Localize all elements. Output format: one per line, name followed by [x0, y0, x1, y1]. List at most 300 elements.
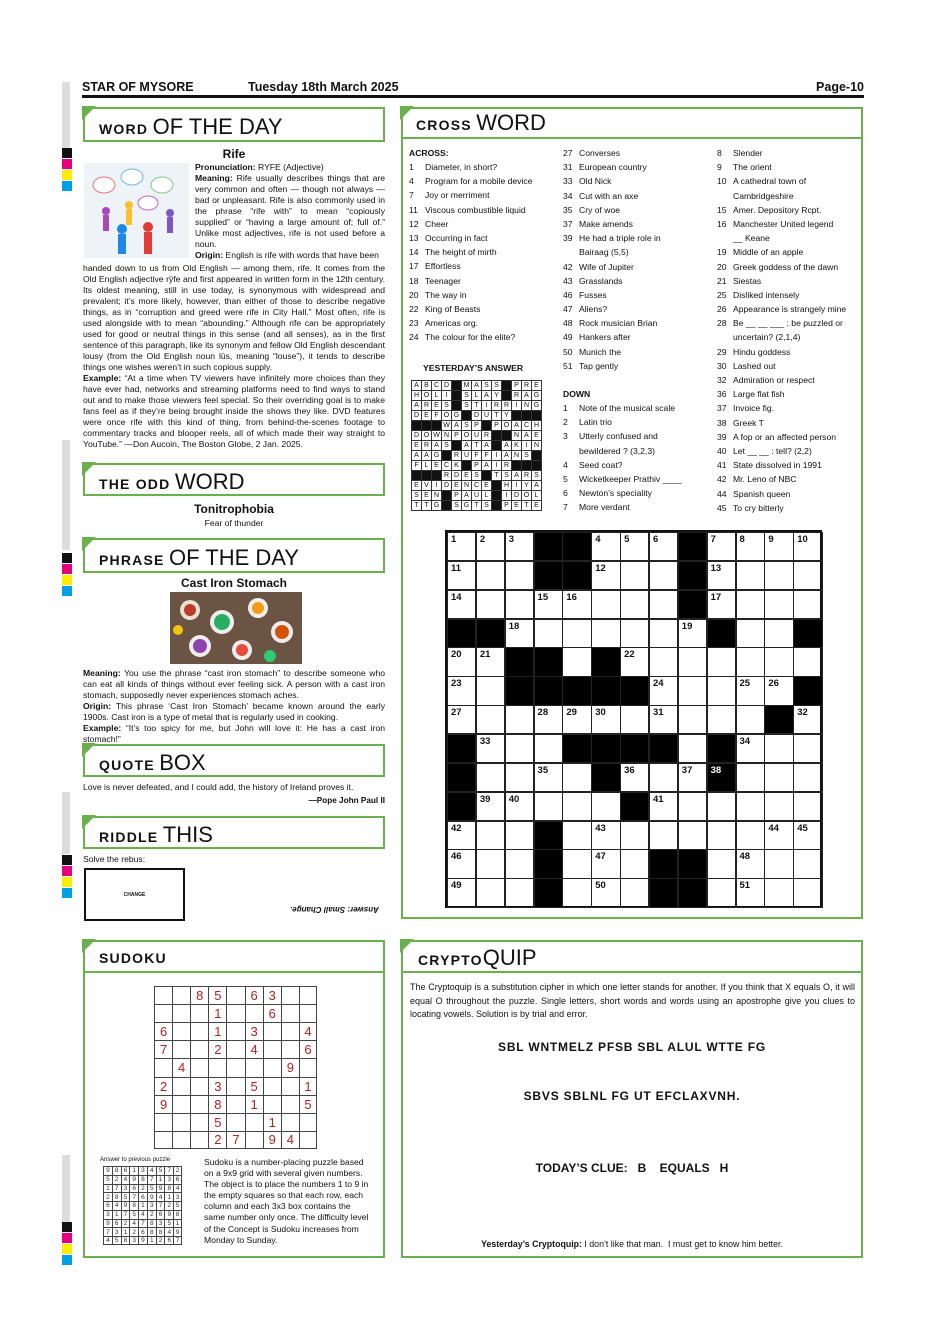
sudoku-cell[interactable]	[281, 1022, 299, 1040]
cryptoquip-title	[418, 945, 537, 971]
answer-cell: P	[512, 381, 522, 391]
crossword-cell[interactable]	[562, 647, 591, 676]
answer-cell: M	[462, 381, 472, 391]
down-clue	[563, 401, 682, 415]
crossword-cell[interactable]	[764, 734, 793, 763]
crossword-cell[interactable]	[678, 792, 707, 821]
answer-cell: N	[532, 441, 542, 451]
crossword-cell[interactable]	[447, 821, 476, 850]
previous-answer-cell: 4	[129, 1219, 138, 1228]
crossword-cell[interactable]	[620, 590, 649, 619]
crossword-cell[interactable]	[736, 676, 765, 705]
answer-cell: Y	[522, 481, 532, 491]
sudoku-cell[interactable]	[172, 1004, 190, 1022]
clue-number: 4	[563, 459, 568, 470]
sudoku-cell[interactable]	[281, 1095, 299, 1113]
clue-number: 7	[563, 502, 568, 513]
crossword-cell[interactable]	[793, 561, 822, 590]
example: “At a time when TV viewers have infinitely more choices than they have ever had, networks and streaming platforms need to find ways to stand out and to make those viewers feel special. So their overriding goal is to make fans feel as if they’re being brought inside the shows they like. DVD features were once rife with this kind of thing, from behind-the-scenes footage to commentary tracks and blooper reels, all of which made their way straight to YouTube.” —Don Aucoin, The Boston Globe, 2 Jan. 2025.	[83, 373, 385, 449]
crossword-cell[interactable]	[447, 849, 476, 878]
crossword-cell[interactable]	[620, 878, 649, 907]
crossword-cell[interactable]	[591, 792, 620, 821]
cell-number: 11	[451, 562, 462, 574]
crossword-cell[interactable]	[764, 532, 793, 561]
crossword-cell[interactable]	[591, 590, 620, 619]
crossword-cell[interactable]	[678, 647, 707, 676]
crossword-cell[interactable]	[447, 705, 476, 734]
crossword-cell[interactable]	[591, 821, 620, 850]
crossword-cell[interactable]	[793, 821, 822, 850]
clue-text: Bairaag (5,5)	[579, 247, 629, 258]
crossword-cell[interactable]	[707, 849, 736, 878]
answer-cell	[422, 471, 432, 481]
crossword-cell[interactable]	[707, 821, 736, 850]
crossword-cell[interactable]	[447, 532, 476, 561]
sudoku-cell[interactable]: 7	[226, 1131, 244, 1149]
crossword-cell[interactable]	[649, 532, 678, 561]
answer-cell	[512, 411, 522, 421]
answer-cell: A	[482, 441, 492, 451]
crossword-cell[interactable]	[736, 792, 765, 821]
sudoku-cell[interactable]	[263, 1095, 281, 1113]
cell-number: 26	[768, 678, 779, 690]
registration-swatch	[62, 877, 72, 887]
crossword-cell[interactable]	[736, 561, 765, 590]
crossword-cell[interactable]	[736, 532, 765, 561]
crossword-cell[interactable]	[505, 821, 534, 850]
clue-text: Grasslands	[579, 275, 623, 286]
answer-cell: R	[512, 391, 522, 401]
sudoku-cell[interactable]: 6	[245, 986, 263, 1004]
cell-number: 45	[797, 822, 808, 834]
cell-number: 28	[537, 707, 549, 719]
sudoku-cell[interactable]	[154, 986, 172, 1004]
sudoku-cell[interactable]: 1	[263, 1113, 281, 1131]
across-clue	[563, 359, 661, 373]
sudoku-cell[interactable]: 4	[245, 1040, 263, 1058]
sudoku-cell[interactable]	[226, 1113, 244, 1131]
sudoku-cell[interactable]: 7	[154, 1040, 172, 1058]
crossword-cell[interactable]	[707, 705, 736, 734]
crossword-cell[interactable]	[707, 792, 736, 821]
sudoku-cell[interactable]	[226, 1040, 244, 1058]
crossword-cell[interactable]	[736, 619, 765, 648]
sudoku-cell[interactable]: 9	[281, 1058, 299, 1076]
crossword-cell[interactable]	[534, 619, 563, 648]
crossword-cell[interactable]	[736, 705, 765, 734]
crossword-cell[interactable]	[505, 792, 534, 821]
crossword-cell[interactable]	[678, 821, 707, 850]
crossword-cell[interactable]	[476, 734, 505, 763]
across-clue	[409, 217, 532, 231]
crossword-cell[interactable]	[678, 763, 707, 792]
across-clue	[409, 259, 532, 273]
clue-number: 14	[409, 247, 419, 258]
sudoku-cell[interactable]	[190, 1004, 208, 1022]
clue-number: 6	[563, 488, 568, 499]
crossword-cell[interactable]	[505, 849, 534, 878]
sudoku-cell[interactable]	[226, 1058, 244, 1076]
crossword-cell[interactable]	[447, 590, 476, 619]
sudoku-cell[interactable]	[281, 1004, 299, 1022]
sudoku-cell[interactable]: 2	[154, 1077, 172, 1095]
across-clue	[563, 288, 661, 302]
answer-cell: N	[512, 431, 522, 441]
crossword-cell[interactable]	[476, 792, 505, 821]
sudoku-cell[interactable]	[226, 986, 244, 1004]
corner-tab	[82, 106, 96, 120]
crossword-cell[interactable]	[534, 734, 563, 763]
crossword-cell[interactable]	[591, 619, 620, 648]
answer-cell: A	[502, 451, 512, 461]
crossword-cell[interactable]	[649, 763, 678, 792]
sudoku-cell[interactable]	[263, 1058, 281, 1076]
sudoku-cell[interactable]: 9	[154, 1095, 172, 1113]
crossword-cell[interactable]	[707, 532, 736, 561]
crossword-cell[interactable]	[793, 590, 822, 619]
sudoku-cell[interactable]: 3	[263, 986, 281, 1004]
sudoku-cell[interactable]: 5	[208, 1113, 226, 1131]
crossword-cell[interactable]	[764, 647, 793, 676]
previous-answer-cell: 4	[173, 1184, 182, 1193]
sudoku-cell[interactable]: 8	[190, 986, 208, 1004]
crossword-cell[interactable]	[649, 705, 678, 734]
crossword-cell[interactable]	[562, 849, 591, 878]
crossword-cell[interactable]	[620, 619, 649, 648]
crossword-cell[interactable]	[736, 647, 765, 676]
sudoku-cell[interactable]	[172, 986, 190, 1004]
crossword-cell[interactable]	[562, 878, 591, 907]
crossword-cell[interactable]	[764, 619, 793, 648]
sudoku-cell[interactable]	[172, 1131, 190, 1149]
crossword-cell[interactable]	[678, 705, 707, 734]
crossword-cell[interactable]	[505, 561, 534, 590]
crossword-cell[interactable]	[649, 821, 678, 850]
sudoku-cell[interactable]	[172, 1022, 190, 1040]
answer-cell: I	[492, 461, 502, 471]
across-clue	[409, 188, 532, 202]
crossword-cell[interactable]	[447, 878, 476, 907]
crossword-cell[interactable]	[476, 849, 505, 878]
answer-cell: R	[522, 381, 532, 391]
answer-cell: A	[412, 401, 422, 411]
crossword-cell[interactable]	[793, 705, 822, 734]
sudoku-cell[interactable]	[226, 1077, 244, 1095]
previous-answer-cell: 5	[103, 1175, 112, 1184]
sudoku-cell[interactable]	[190, 1095, 208, 1113]
across-clue	[409, 160, 532, 174]
crossword-cell[interactable]	[505, 878, 534, 907]
crossword-cell[interactable]	[562, 705, 591, 734]
clue-number: 44	[717, 488, 727, 499]
answer-cell: E	[462, 471, 472, 481]
crossword-cell[interactable]	[793, 792, 822, 821]
sudoku-cell[interactable]	[299, 1058, 317, 1076]
crossword-cell[interactable]	[476, 647, 505, 676]
previous-answer-cell: 2	[112, 1175, 121, 1184]
answer-cell	[492, 441, 502, 451]
cell-number: 25	[739, 678, 751, 690]
crossword-cell[interactable]	[534, 792, 563, 821]
crossword-cell[interactable]	[476, 705, 505, 734]
sudoku-cell[interactable]: 5	[245, 1077, 263, 1095]
black-square	[534, 532, 563, 561]
crossword-cell[interactable]	[505, 619, 534, 648]
label: Pronunciation:	[195, 162, 256, 172]
clue-number: 24	[409, 332, 419, 343]
crossword-cell[interactable]	[505, 734, 534, 763]
crossword-cell[interactable]	[764, 821, 793, 850]
crossword-cell[interactable]	[620, 849, 649, 878]
previous-answer-cell: 9	[121, 1201, 130, 1210]
crossword-cell[interactable]	[591, 705, 620, 734]
crossword-cell[interactable]	[707, 878, 736, 907]
crossword-cell[interactable]	[707, 590, 736, 619]
answer-cell	[512, 461, 522, 471]
crossword-cell[interactable]	[447, 647, 476, 676]
sudoku-cell[interactable]	[281, 1113, 299, 1131]
crossword-cell[interactable]	[649, 792, 678, 821]
crossword-cell[interactable]	[678, 676, 707, 705]
sudoku-cell[interactable]	[172, 1077, 190, 1095]
sudoku-cell[interactable]: 9	[263, 1131, 281, 1149]
crossword-cell[interactable]	[476, 878, 505, 907]
sudoku-cell[interactable]	[208, 1058, 226, 1076]
sudoku-cell[interactable]: 1	[208, 1004, 226, 1022]
down-clue	[717, 373, 846, 387]
registration-swatch	[62, 866, 72, 876]
crossword-cell[interactable]	[534, 590, 563, 619]
crossword-cell[interactable]	[736, 734, 765, 763]
crossword-cell[interactable]	[707, 561, 736, 590]
crossword-cell[interactable]	[620, 532, 649, 561]
black-square	[678, 561, 707, 590]
corner-tab	[82, 815, 96, 829]
clue-number: 49	[563, 332, 573, 343]
sudoku-cell[interactable]: 5	[208, 986, 226, 1004]
sudoku-cell[interactable]: 3	[245, 1022, 263, 1040]
crossword-cell[interactable]	[678, 734, 707, 763]
sudoku-cell[interactable]	[226, 1022, 244, 1040]
crossword-cell[interactable]	[505, 532, 534, 561]
clue-number: 21	[717, 275, 727, 286]
sudoku-cell[interactable]: 6	[263, 1004, 281, 1022]
answer-cell: A	[532, 481, 542, 491]
answer-cell: T	[412, 501, 422, 511]
crossword-cell[interactable]	[793, 532, 822, 561]
sudoku-cell[interactable]	[245, 1004, 263, 1022]
across-clue	[409, 274, 532, 288]
clue-number: 27	[563, 148, 573, 158]
sudoku-cell[interactable]: 2	[208, 1131, 226, 1149]
sudoku-cell[interactable]	[245, 1131, 263, 1149]
crossword-cell[interactable]	[764, 792, 793, 821]
crossword-cell[interactable]	[764, 878, 793, 907]
crossword-cell[interactable]	[707, 647, 736, 676]
crossword-cell[interactable]	[562, 763, 591, 792]
sudoku-cell[interactable]	[299, 986, 317, 1004]
sudoku-cell[interactable]	[154, 1004, 172, 1022]
sudoku-cell[interactable]	[281, 1077, 299, 1095]
answer-cell: E	[432, 461, 442, 471]
crossword-cell[interactable]	[591, 561, 620, 590]
sudoku-cell[interactable]	[190, 1058, 208, 1076]
crossword-cell[interactable]	[793, 849, 822, 878]
crossword-cell[interactable]	[649, 647, 678, 676]
previous-answer-cell: 1	[147, 1236, 156, 1245]
crossword-cell[interactable]	[505, 705, 534, 734]
crossword-cell[interactable]	[736, 763, 765, 792]
crossword-cell[interactable]	[476, 532, 505, 561]
sudoku-cell[interactable]	[263, 1077, 281, 1095]
answer-cell: A	[502, 441, 512, 451]
crossword-cell[interactable]	[736, 878, 765, 907]
previous-answer-cell: 9	[156, 1184, 165, 1193]
crossword-cell[interactable]	[447, 561, 476, 590]
down-clue	[563, 500, 682, 514]
crossword-cell[interactable]	[793, 647, 822, 676]
sudoku-cell[interactable]	[281, 986, 299, 1004]
crossword-cell[interactable]	[534, 763, 563, 792]
black-square	[678, 532, 707, 561]
crossword-cell[interactable]	[505, 763, 534, 792]
crossword-cell[interactable]	[736, 821, 765, 850]
answer-cell: D	[412, 431, 422, 441]
crossword-cell[interactable]	[591, 849, 620, 878]
sudoku-cell[interactable]: 1	[299, 1077, 317, 1095]
crossword-cell[interactable]	[620, 763, 649, 792]
crossword-cell[interactable]	[764, 763, 793, 792]
sudoku-cell[interactable]	[154, 1058, 172, 1076]
answer-cell: S	[482, 381, 492, 391]
crossword-cell[interactable]	[707, 676, 736, 705]
crossword-cell[interactable]	[764, 590, 793, 619]
clue-number: 41	[717, 460, 727, 471]
crossword-cell[interactable]	[562, 590, 591, 619]
sudoku-cell[interactable]	[172, 1113, 190, 1131]
sudoku-cell[interactable]: 4	[299, 1022, 317, 1040]
crossword-cell[interactable]	[620, 647, 649, 676]
sudoku-cell[interactable]	[281, 1040, 299, 1058]
answer-cell: E	[482, 481, 492, 491]
crossword-cell[interactable]	[620, 561, 649, 590]
sudoku-cell[interactable]	[226, 1095, 244, 1113]
crossword-cell[interactable]	[764, 676, 793, 705]
crossword-cell[interactable]	[476, 561, 505, 590]
answer-cell: T	[472, 401, 482, 411]
clue-text: The colour for the elite?	[425, 332, 516, 343]
sudoku-cell[interactable]: 1	[208, 1022, 226, 1040]
crossword-cell[interactable]	[793, 878, 822, 907]
sudoku-cell[interactable]: 4	[281, 1131, 299, 1149]
crossword-cell[interactable]	[736, 590, 765, 619]
sudoku-cell[interactable]	[190, 1040, 208, 1058]
crossword-cell[interactable]	[476, 821, 505, 850]
crossword-cell[interactable]	[764, 561, 793, 590]
down-clue	[717, 288, 846, 302]
crossword-cell[interactable]	[562, 792, 591, 821]
clue-text: Cut with an axe	[579, 190, 639, 201]
crossword-cell[interactable]	[591, 532, 620, 561]
sudoku-cell[interactable]	[299, 1113, 317, 1131]
cell-number: 8	[739, 534, 745, 545]
crossword-cell[interactable]	[620, 821, 649, 850]
previous-answer-cell: 8	[112, 1166, 121, 1175]
sudoku-cell[interactable]: 1	[245, 1095, 263, 1113]
sudoku-cell[interactable]	[263, 1022, 281, 1040]
sudoku-cell[interactable]	[299, 1131, 317, 1149]
crossword-cell[interactable]	[649, 676, 678, 705]
crossword-cell[interactable]	[562, 619, 591, 648]
sudoku-cell[interactable]	[245, 1058, 263, 1076]
crossword-cell[interactable]	[476, 763, 505, 792]
crossword-cell[interactable]	[678, 619, 707, 648]
previous-answer-cell: 5	[112, 1236, 121, 1245]
sudoku-cell[interactable]	[190, 1113, 208, 1131]
previous-answer-cell: 8	[147, 1227, 156, 1236]
crossword-cell[interactable]	[649, 561, 678, 590]
crossword-cell[interactable]	[793, 763, 822, 792]
black-square	[793, 676, 822, 705]
sudoku-cell[interactable]: 3	[208, 1077, 226, 1095]
origin-continued: handed down to us from Old English — among them, rife. It comes from the Old English adjective rȳfe and first appeared in written form in the 12th century. Its oldest meaning, still in use today, is synonymous with widespread and prevalent; it’s more likely, however, than either of those to describe negative things, as in “corruption and greed were rife in City Hall.” Most often, rife is used alongside with to mean “abounding.” Although rife can be appropriately used for good or neutral things in this sense (and all senses), as in the first sentence of this paragraph, like its synonym and fellow Old English descendant lousy (from the Old English noun lūs, meaning “louse”), it tends to describe things one wishes weren’t in such copious supply.	[83, 263, 385, 372]
sudoku-cell[interactable]	[190, 1077, 208, 1095]
cell-number: 39	[479, 793, 491, 805]
crossword-cell[interactable]	[620, 705, 649, 734]
sudoku-cell[interactable]	[172, 1095, 190, 1113]
crossword-cell[interactable]	[736, 849, 765, 878]
sudoku-cell[interactable]: 2	[208, 1040, 226, 1058]
clue-text: Middle of an apple	[733, 247, 804, 258]
answer-cell: A	[482, 391, 492, 401]
black-square	[620, 792, 649, 821]
crossword-cell[interactable]	[505, 590, 534, 619]
crossword-cell[interactable]	[476, 590, 505, 619]
crossword-grid[interactable]	[445, 530, 822, 908]
cipher-line-2: SBVS SBLNL FG UT EFCLAXVNH.	[523, 1089, 741, 1103]
sudoku-cell[interactable]	[226, 1004, 244, 1022]
sudoku-cell[interactable]: 6	[299, 1040, 317, 1058]
crossword-cell[interactable]	[447, 676, 476, 705]
crossword-cell[interactable]	[591, 878, 620, 907]
crossword-cell[interactable]	[649, 590, 678, 619]
crossword-cell[interactable]	[793, 734, 822, 763]
sudoku-cell[interactable]	[154, 1131, 172, 1149]
clue-number: 29	[717, 346, 727, 357]
crossword-cell[interactable]	[562, 821, 591, 850]
sudoku-cell[interactable]: 4	[172, 1058, 190, 1076]
crossword-cell[interactable]	[649, 619, 678, 648]
crossword-cell[interactable]	[764, 849, 793, 878]
sudoku-cell[interactable]	[172, 1040, 190, 1058]
answer-cell: I	[512, 401, 522, 411]
previous-answer-cell: 6	[138, 1192, 147, 1201]
sudoku-cell[interactable]: 6	[154, 1022, 172, 1040]
sudoku-cell[interactable]	[190, 1131, 208, 1149]
sudoku-cell[interactable]	[245, 1113, 263, 1131]
quote-text: Love is never defeated, and I could add, the history of Ireland proves it.	[83, 782, 354, 792]
crossword-cell[interactable]	[534, 705, 563, 734]
sudoku-cell[interactable]	[190, 1022, 208, 1040]
sudoku-cell[interactable]: 8	[208, 1095, 226, 1113]
crossword-cell[interactable]	[476, 676, 505, 705]
answer-cell: F	[412, 461, 422, 471]
sudoku-cell[interactable]	[299, 1004, 317, 1022]
sudoku-cell[interactable]: 5	[299, 1095, 317, 1113]
sudoku-cell[interactable]	[263, 1040, 281, 1058]
sudoku-cell[interactable]	[154, 1113, 172, 1131]
sudoku-grid[interactable]	[154, 986, 317, 1149]
